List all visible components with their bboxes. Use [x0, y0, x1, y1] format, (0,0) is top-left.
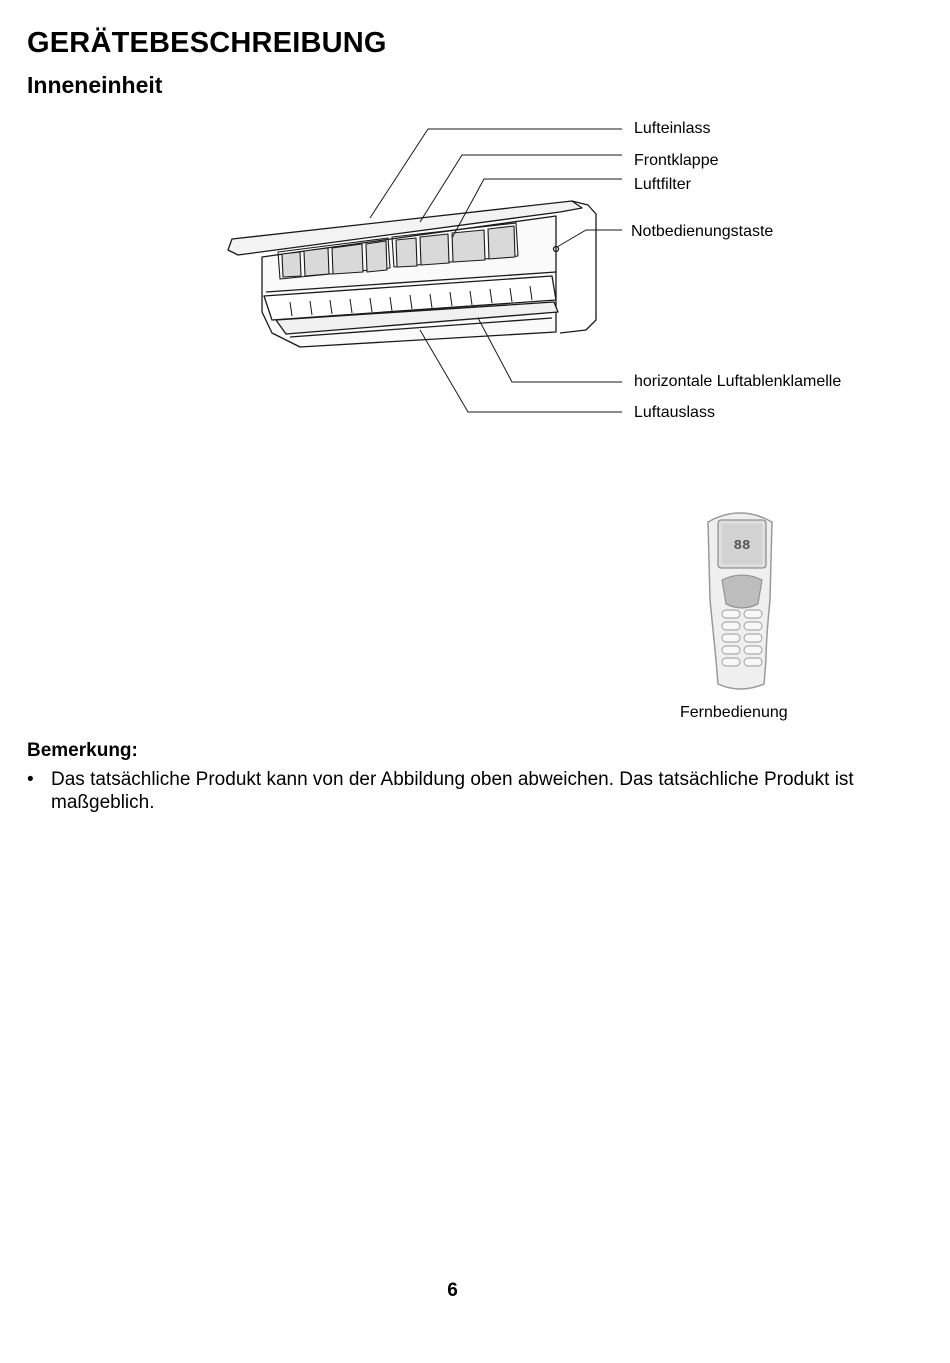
- bullet-icon: •: [27, 769, 34, 790]
- note-heading: Bemerkung:: [27, 740, 138, 761]
- label-emergency-button: Notbedienungstaste: [631, 223, 774, 240]
- note-list: [27, 768, 887, 814]
- label-air-inlet: Lufteinlass: [634, 120, 711, 137]
- label-air-filter: Luftfilter: [634, 176, 691, 193]
- label-front-panel: Frontklappe: [634, 152, 719, 169]
- label-air-outlet: Luftauslass: [634, 404, 715, 421]
- page-title: GERÄTEBESCHREIBUNG: [27, 27, 387, 59]
- list-item: [27, 768, 887, 814]
- remote-control-illustration: [708, 513, 772, 689]
- section-subtitle: Inneneinheit: [27, 72, 163, 98]
- note-text: Das tatsächliche Produkt kann von der Abbildung oben abweichen. Das tatsächliche Produkt ist maßgeblich.: [51, 769, 854, 813]
- label-horizontal-louver: horizontale Luftablenklamelle: [634, 373, 842, 390]
- remote-caption: Fernbedienung: [680, 704, 788, 721]
- page-number: 6: [447, 1280, 458, 1301]
- remote-display-value: 88: [733, 538, 751, 554]
